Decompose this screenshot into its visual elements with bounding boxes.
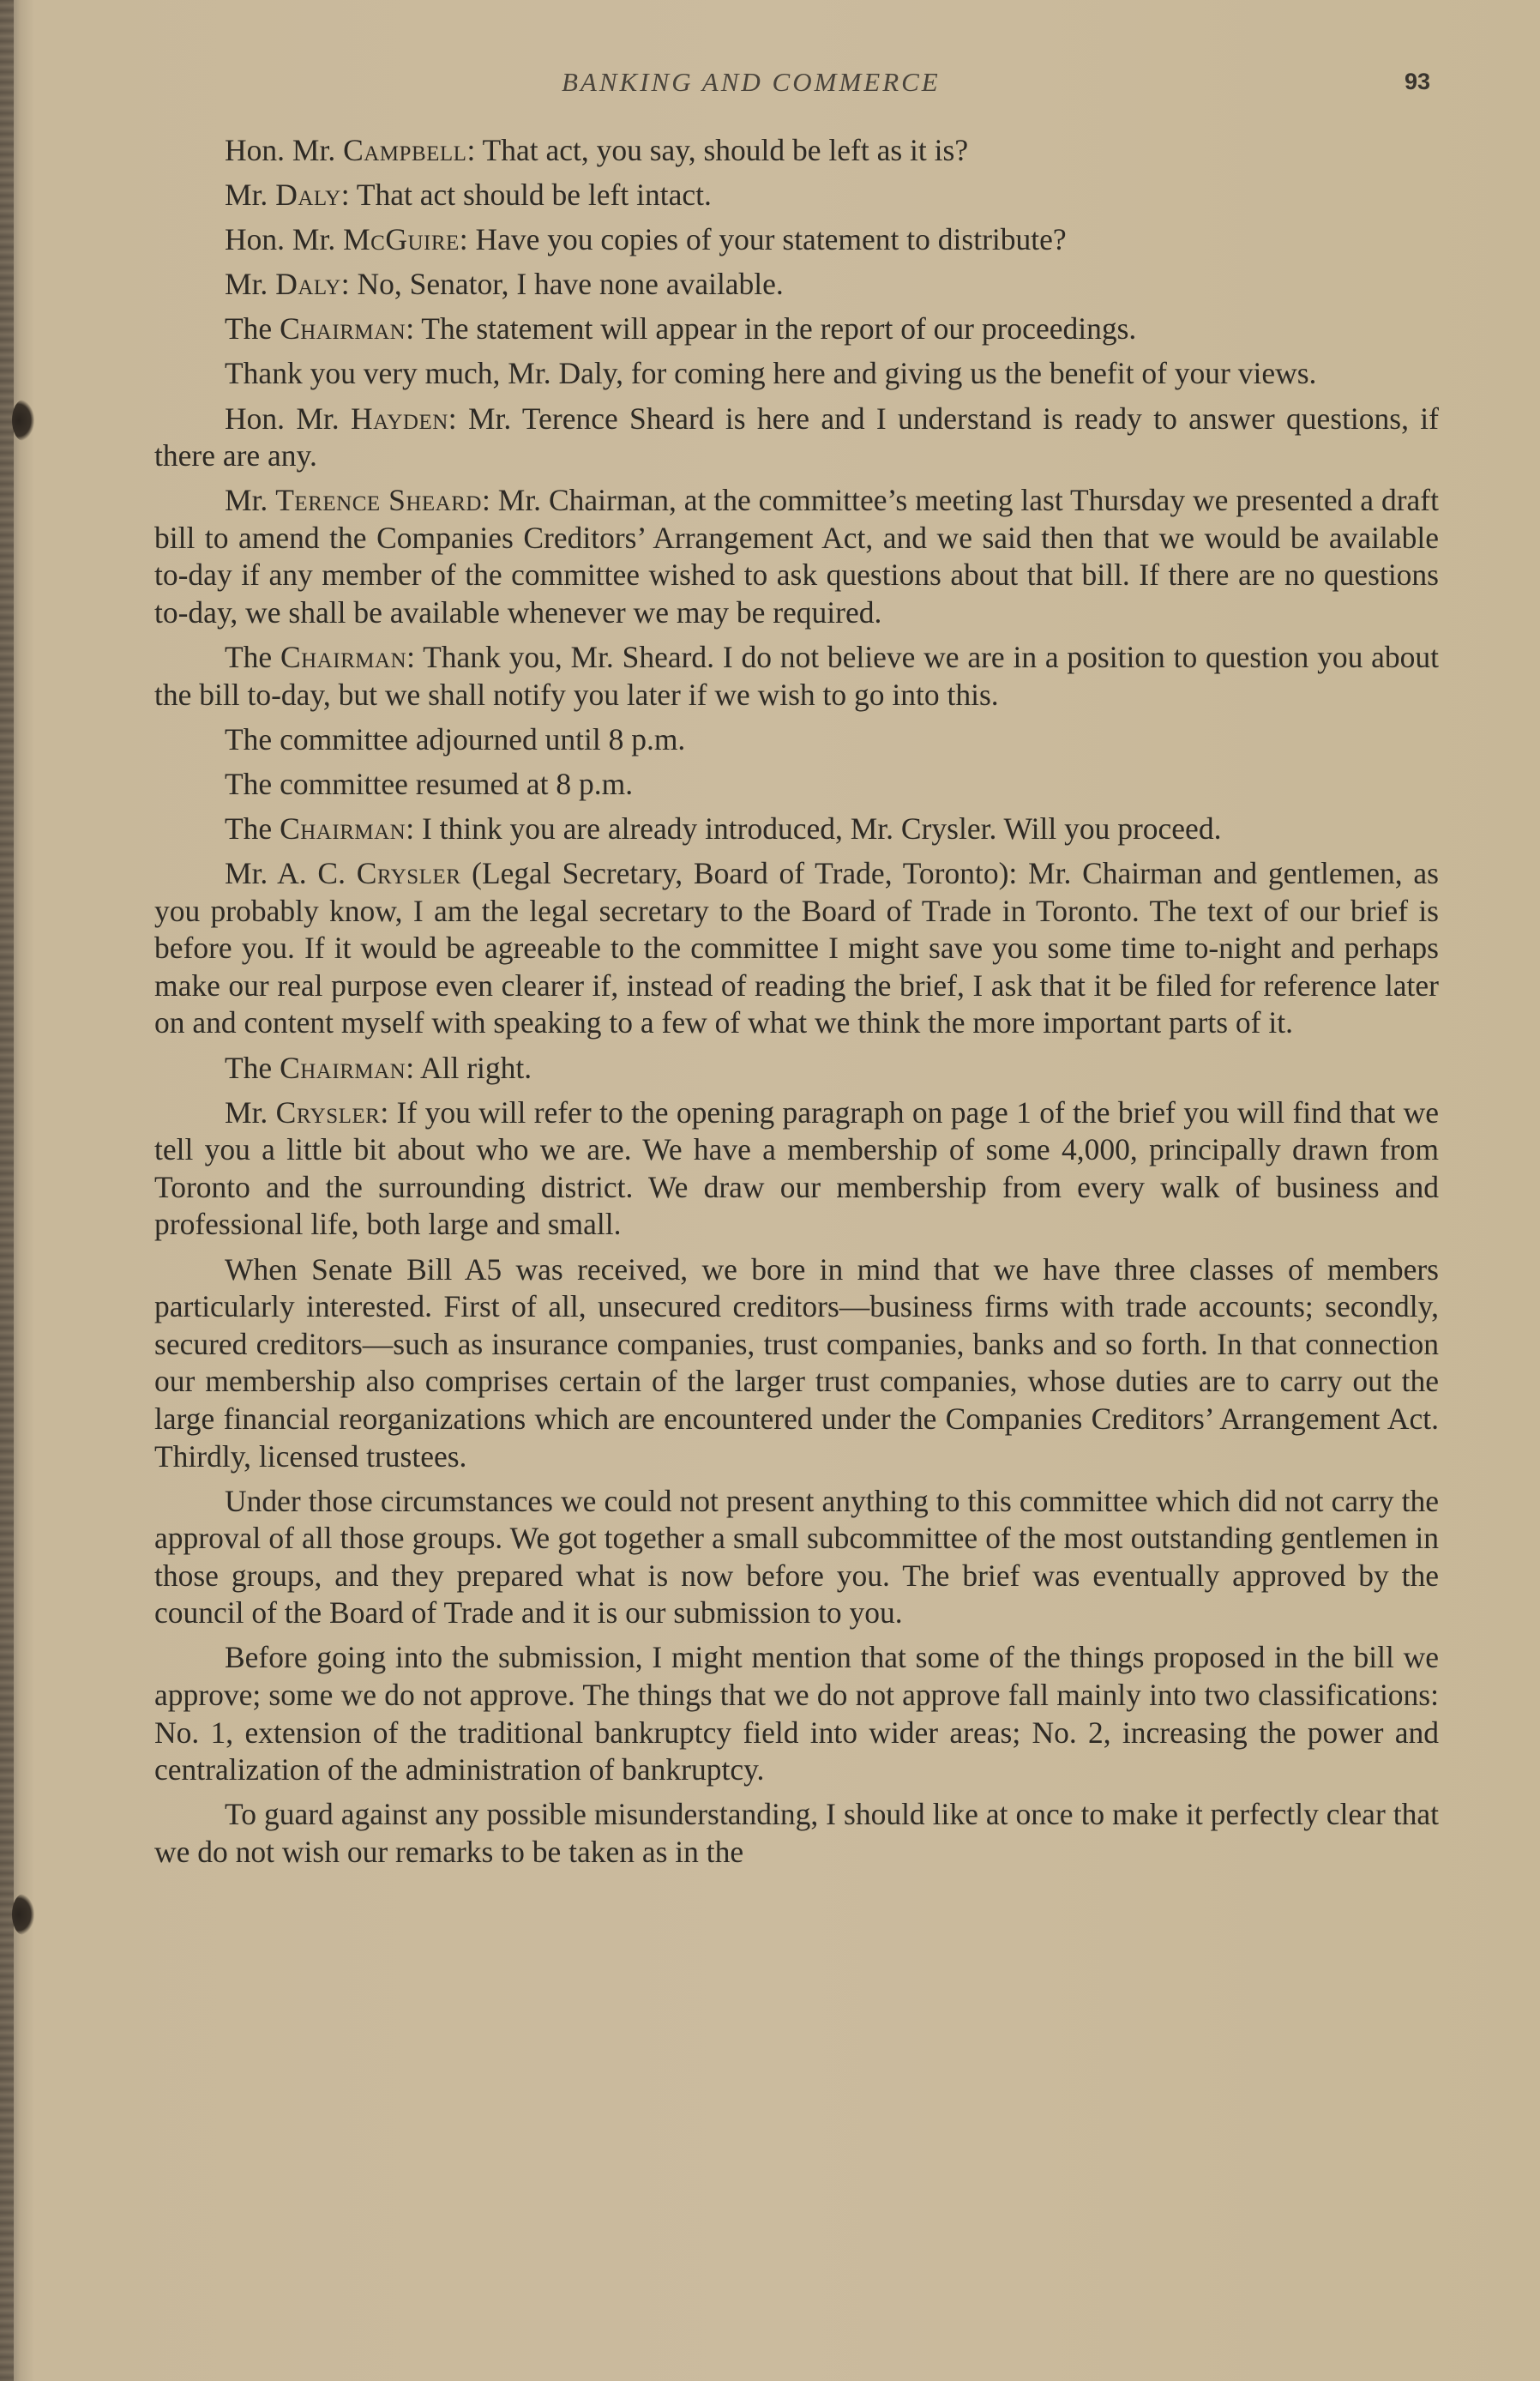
paragraph-text: : Thank you, Mr. Sheard. I do not believe we are in a position to question you about the bill to-day, but we shall notify you later if we wish to go into this. xyxy=(154,640,1439,712)
speaker-name: Crysler xyxy=(275,1094,381,1130)
paragraph-text: When Senate Bill A5 was received, we bore in mind that we have three classes of members particularly interested. First of all, unsecured creditors—business firms with trade accounts; secondly, secured creditors—such as insurance companies, trust companies, banks and so forth. In that connection our membership also comprises certain of the larger trust companies, whose duties are to carry out the large financial reorganizations which are encountered under the Companies Creditors’ Arrangement Act. Thirdly, licensed trustees. xyxy=(154,1251,1439,1474)
paragraph-text: To guard against any possible misunderstanding, I should like at once to make it perfectly clear that we do not wish our remarks to be taken as in the xyxy=(154,1797,1439,1869)
speaker-name: Hayden xyxy=(350,401,448,436)
paragraph xyxy=(154,310,1439,348)
speaker-title: Hon. Mr. xyxy=(225,222,344,257)
speaker-name: Daly xyxy=(275,267,341,302)
paragraph xyxy=(154,811,1439,848)
paragraph-text: : I think you are already introduced, Mr. Crysler. Will you proceed. xyxy=(406,811,1222,846)
page-header xyxy=(0,67,1540,108)
running-head: BANKING AND COMMERCE xyxy=(562,67,941,97)
paragraph xyxy=(154,221,1439,259)
page-number: 93 xyxy=(1405,69,1431,94)
binding-hole-upper xyxy=(12,400,34,441)
speaker-title: Hon. Mr. xyxy=(225,133,344,167)
speaker-name: Chairman xyxy=(280,640,407,675)
paragraph-text: : Mr. Chairman, at the committee’s meeting last Thursday we presented a draft bill to amend the Companies Creditors’ Arrangement Act, and we said then that we would be available to-day if any member of the committee wished to ask questions about that bill. If there are no questions to-day, we shall be available whenever we may be required. xyxy=(154,483,1439,630)
paragraph-text: The committee resumed at 8 p.m. xyxy=(225,766,634,801)
speaker-title: The xyxy=(225,311,280,347)
binding-edge xyxy=(0,0,14,2381)
paragraph xyxy=(154,766,1439,804)
paragraph xyxy=(154,266,1439,304)
speaker-name: Chairman xyxy=(280,811,406,846)
speaker-name: Campbell xyxy=(343,133,467,167)
paragraph-text: The committee adjourned until 8 p.m. xyxy=(225,721,686,756)
paragraph-text: : That act should be left intact. xyxy=(340,178,712,213)
speaker-title: Mr. xyxy=(225,1094,276,1130)
paragraph-text: Thank you very much, Mr. Daly, for coming here and giving us the benefit of your views. xyxy=(225,356,1317,391)
speaker-name: Chairman xyxy=(280,1050,406,1085)
paragraph-text: (Legal Secretary, Board of Trade, Toronto): Mr. Chairman and gentlemen, as you probably know, I am the legal secretary to the Board of Trade in Toronto. The text of our brief is before you. If it would be agreeable to the committee I might save you some time to-night and perhaps make our real purpose even clearer if, instead of reading the brief, I ask that it be filed for reference later on and content myself with speaking to a few of what we think the more important parts of it. xyxy=(154,856,1439,1040)
paragraph-text: : Mr. Terence Sheard is here and I understand is ready to answer questions, if there are any. xyxy=(154,401,1439,473)
binding-hole-lower xyxy=(12,1894,34,1935)
paragraph xyxy=(154,1094,1439,1244)
paragraph xyxy=(154,1483,1439,1632)
speaker-title: The xyxy=(225,811,280,846)
paragraph xyxy=(154,1050,1439,1088)
paragraph-text: : That act, you say, should be left as it is? xyxy=(466,133,969,167)
paragraph-text: : If you will refer to the opening paragraph on page 1 of the brief you will find that we tell you a little bit about who we are. We have a membership of some 4,000, principally drawn from Toronto and the surrounding district. We draw our membership from every walk of business and professional life, both large and small. xyxy=(154,1094,1439,1242)
speaker-title: Hon. Mr. xyxy=(225,401,351,436)
speaker-name: Terence Sheard xyxy=(275,483,482,518)
speaker-title: The xyxy=(225,640,280,675)
paragraph xyxy=(154,721,1439,759)
paragraph xyxy=(154,355,1439,393)
paragraph xyxy=(154,1251,1439,1476)
paragraph xyxy=(154,639,1439,714)
speaker-name: McGuire xyxy=(343,222,460,257)
speaker-title: Mr. xyxy=(225,483,276,518)
speaker-name: Chairman xyxy=(280,311,406,347)
paragraph xyxy=(154,1796,1439,1871)
body-text xyxy=(154,132,1439,1878)
speaker-name: Crysler xyxy=(356,856,461,891)
paragraph-text: : The statement will appear in the report of our proceedings. xyxy=(406,311,1137,347)
speaker-title: The xyxy=(225,1050,280,1085)
paragraph xyxy=(154,401,1439,475)
paragraph-text: Before going into the submission, I might mention that some of the things proposed in the bill we approve; some we do not approve. The things that we do not approve fall mainly into two classifications: No. 1, extension of the traditional bankruptcy field into wider areas; No. 2, increasing the power and centralization of the administration of bankruptcy. xyxy=(154,1640,1439,1787)
paragraph-text: : No, Senator, I have none available. xyxy=(340,267,784,302)
paragraph xyxy=(154,482,1439,631)
paragraph-text: : All right. xyxy=(406,1050,532,1085)
paragraph xyxy=(154,1639,1439,1788)
speaker-title: Mr. xyxy=(225,178,276,213)
paragraph xyxy=(154,132,1439,170)
speaker-title: Mr. xyxy=(225,267,276,302)
speaker-name: Daly xyxy=(275,178,341,213)
paragraph-text: Under those circumstances we could not present anything to this committee which did not carry the approval of all those groups. We got together a small subcommittee of the most outstanding gentlemen in those groups, and they prepared what is now before you. The brief was eventually approved by the council of the Board of Trade and it is our submission to you. xyxy=(154,1483,1439,1631)
paragraph xyxy=(154,855,1439,1042)
paragraph xyxy=(154,177,1439,214)
speaker-title: Mr. A. C. xyxy=(225,856,357,891)
paragraph-text: : Have you copies of your statement to distribute? xyxy=(459,222,1067,257)
